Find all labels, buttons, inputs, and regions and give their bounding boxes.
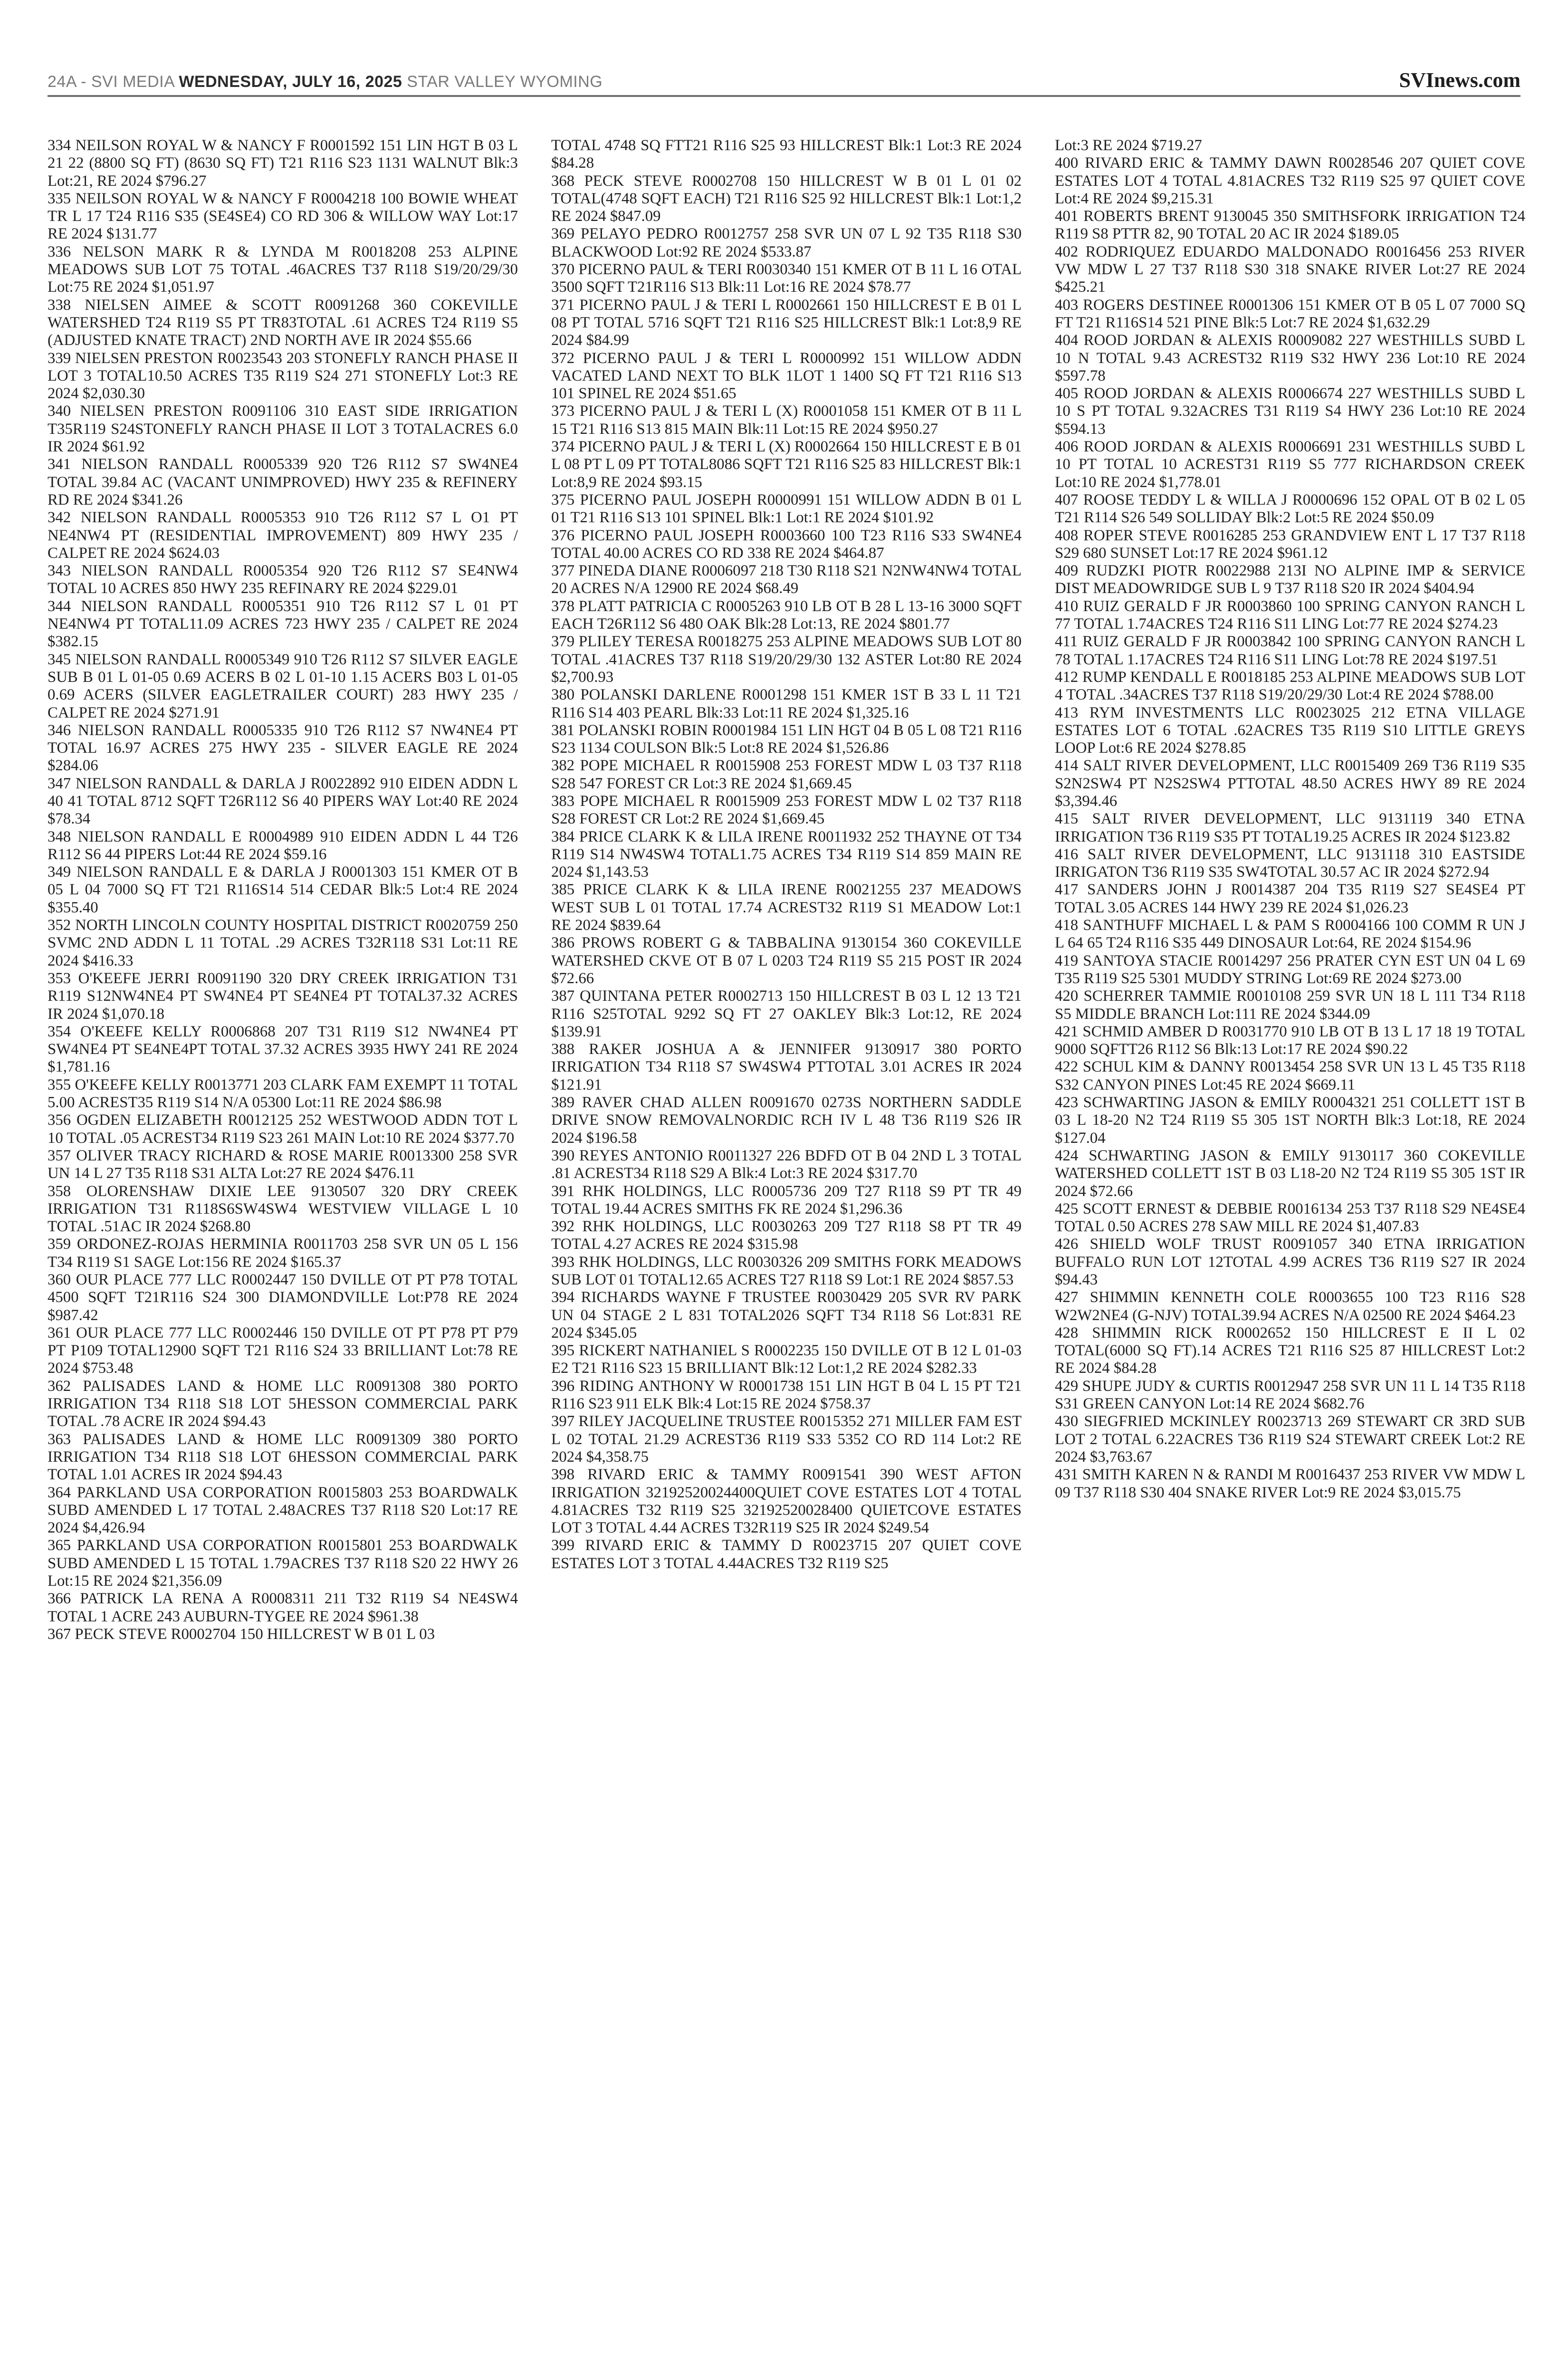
tax-entry: 409 RUDZKI PIOTR R0022988 213I NO ALPINE IMP & SERVICE DIST MEADOWRIDGE SUB L 9 T37 R118 S20 IR 2024 $404.94	[1055, 562, 1525, 597]
tax-entry: 356 OGDEN ELIZABETH R0012125 252 WESTWOOD ADDN TOT L 10 TOTAL .05 ACREST34 R119 S23 261 MAIN Lot:10 RE 2024 $377.70	[48, 1111, 518, 1147]
page-label: 24A - SVI MEDIA	[48, 73, 174, 91]
tax-entry: TOTAL 4748 SQ FTT21 R116 S25 93 HILLCREST Blk:1 Lot:3 RE 2024 $84.28	[551, 137, 1022, 172]
tax-entry: 404 ROOD JORDAN & ALEXIS R0009082 227 WESTHILLS SUBD L 10 N TOTAL 9.43 ACREST32 R119 S32 HWY 236 Lot:10 RE 2024 $597.78	[1055, 332, 1525, 384]
tax-entry: 410 RUIZ GERALD F JR R0003860 100 SPRING CANYON RANCH L 77 TOTAL 1.74ACRES T24 R116 S11 LING Lot:77 RE 2024 $274.23	[1055, 597, 1525, 633]
tax-entry: 423 SCHWARTING JASON & EMILY R0004321 251 COLLETT 1ST B 03 L 18-20 N2 T24 R119 S5 305 1ST NORTH Blk:3 Lot:18, RE 2024 $127.04	[1055, 1094, 1525, 1147]
tax-entry: 403 ROGERS DESTINEE R0001306 151 KMER OT B 05 L 07 7000 SQ FT T21 R116S14 521 PINE Blk:5 Lot:7 RE 2024 $1,632.29	[1055, 296, 1525, 331]
tax-entry: 394 RICHARDS WAYNE F TRUSTEE R0030429 205 SVR RV PARK UN 04 STAGE 2 L 831 TOTAL2026 SQFT T34 R118 S6 Lot:831 RE 2024 $345.05	[551, 1289, 1022, 1341]
tax-entry: 349 NIELSON RANDALL E & DARLA J R0001303 151 KMER OT B 05 L 04 7000 SQ FT T21 R116S14 514 CEDAR Blk:5 Lot:4 RE 2024 $355.40	[48, 863, 518, 916]
tax-entry: 405 ROOD JORDAN & ALEXIS R0006674 227 WESTHILLS SUBD L 10 S PT TOTAL 9.32ACRES T31 R119 S4 HWY 236 Lot:10 RE 2024 $594.13	[1055, 385, 1525, 438]
tax-entry: 380 POLANSKI DARLENE R0001298 151 KMER 1ST B 33 L 11 T21 R116 S14 403 PEARL Blk:33 Lot:11 RE 2024 $1,325.16	[551, 686, 1022, 721]
tax-entry: 373 PICERNO PAUL J & TERI L (X) R0001058 151 KMER OT B 11 L 15 T21 R116 S13 815 MAIN Blk:11 Lot:15 RE 2024 $950.27	[551, 402, 1022, 438]
tax-entry: Lot:3 RE 2024 $719.27	[1055, 137, 1202, 154]
tax-entry: 355 O'KEEFE KELLY R0013771 203 CLARK FAM EXEMPT 11 TOTAL 5.00 ACREST35 R119 S14 N/A 05300 Lot:11 RE 2024 $86.98	[48, 1076, 518, 1111]
tax-entry: 383 POPE MICHAEL R R0015909 253 FOREST MDW L 02 T37 R118 S28 FOREST CR Lot:2 RE 2024 $1,669.45	[551, 792, 1022, 828]
tax-entry: 390 REYES ANTONIO R0011327 226 BDFD OT B 04 2ND L 3 TOTAL .81 ACREST34 R118 S29 A Blk:4 Lot:3 RE 2024 $317.70	[551, 1147, 1022, 1182]
tax-entry: 348 NIELSON RANDALL E R0004989 910 EIDEN ADDN L 44 T26 R112 S6 44 PIPERS Lot:44 RE 2024 $59.16	[48, 828, 518, 863]
tax-entry: 421 SCHMID AMBER D R0031770 910 LB OT B 13 L 17 18 19 TOTAL 9000 SQFTT26 R112 S6 Blk:13 Lot:17 RE 2024 $90.22	[1055, 1023, 1525, 1058]
tax-entry: 388 RAKER JOSHUA A & JENNIFER 9130917 380 PORTO IRRIGATION T34 R118 S7 SW4SW4 PTTOTAL 3.01 ACRES IR 2024 $121.91	[551, 1041, 1022, 1093]
tax-entry: 335 NEILSON ROYAL W & NANCY F R0004218 100 BOWIE WHEAT TR L 17 T24 R116 S35 (SE4SE4) CO RD 306 & WILLOW WAY Lot:17 RE 2024 $131.77	[48, 190, 518, 243]
tax-entry: 365 PARKLAND USA CORPORATION R0015801 253 BOARDWALK SUBD AMENDED L 15 TOTAL 1.79ACRES T37 R118 S20 22 HWY 26 Lot:15 RE 2024 $21,356.09	[48, 1537, 518, 1590]
tax-entry: 343 NIELSON RANDALL R0005354 920 T26 R112 S7 SE4NW4 TOTAL 10 ACRES 850 HWY 235 REFINARY RE 2024 $229.01	[48, 562, 518, 597]
tax-entry: 364 PARKLAND USA CORPORATION R0015803 253 BOARDWALK SUBD AMENDED L 17 TOTAL 2.48ACRES T37 R118 S20 Lot:17 RE 2024 $4,426.94	[48, 1484, 518, 1537]
tax-entry: 415 SALT RIVER DEVELOPMENT, LLC 9131119 340 ETNA IRRIGATION T36 R119 S35 PT TOTAL19.25 ACRES IR 2024 $123.82	[1055, 810, 1525, 845]
tax-entry: 426 SHIELD WOLF TRUST R0091057 340 ETNA IRRIGATION BUFFALO RUN LOT 12TOTAL 4.99 ACRES T36 R119 S27 IR 2024 $94.43	[1055, 1236, 1525, 1288]
tax-entry: 408 ROPER STEVE R0016285 253 GRANDVIEW ENT L 17 T37 R118 S29 680 SUNSET Lot:17 RE 2024 $961.12	[1055, 527, 1525, 562]
tax-entry: 387 QUINTANA PETER R0002713 150 HILLCREST B 03 L 12 13 T21 R116 S25TOTAL 9292 SQ FT 27 OAKLEY Blk:3 Lot:12, RE 2024 $139.91	[551, 987, 1022, 1040]
tax-entry: 363 PALISADES LAND & HOME LLC R0091309 380 PORTO IRRIGATION T34 R118 S18 LOT 6HESSON COMMERCIAL PARK TOTAL 1.01 ACRES IR 2024 $94.43	[48, 1430, 518, 1484]
tax-entry: 401 ROBERTS BRENT 9130045 350 SMITHSFORK IRRIGATION T24 R119 S8 PTTR 82, 90 TOTAL 20 AC IR 2024 $189.05	[1055, 208, 1525, 243]
tax-entry: 360 OUR PLACE 777 LLC R0002447 150 DVILLE OT PT P78 TOTAL 4500 SQFT T21R116 S24 300 DIAMONDVILLE Lot:P78 RE 2024 $987.42	[48, 1271, 518, 1324]
tax-entry: 372 PICERNO PAUL J & TERI L R0000992 151 WILLOW ADDN VACATED LAND NEXT TO BLK 1LOT 1 1400 SQ FT T21 R116 S13 101 SPINEL RE 2024 $51.65	[551, 349, 1022, 402]
tax-entry: 418 SANTHUFF MICHAEL L & PAM S R0004166 100 COMM R UN J L 64 65 T24 R116 S35 449 DINOSAUR Lot:64, RE 2024 $154.96	[1055, 917, 1525, 952]
tax-entry: 367 PECK STEVE R0002704 150 HILLCREST W B 01 L 03	[48, 1625, 435, 1643]
tax-entry: 397 RILEY JACQUELINE TRUSTEE R0015352 271 MILLER FAM EST L 02 TOTAL 21.29 ACREST36 R119 S33 5352 CO RD 114 Lot:2 RE 2024 $4,358.75	[551, 1413, 1022, 1466]
tax-entry: 339 NIELSEN PRESTON R0023543 203 STONEFLY RANCH PHASE II LOT 3 TOTAL10.50 ACRES T35 R119 S24 271 STONEFLY Lot:3 RE 2024 $2,030.30	[48, 349, 518, 402]
tax-entry: 378 PLATT PATRICIA C R0005263 910 LB OT B 28 L 13-16 3000 SQFT EACH T26R112 S6 480 OAK Blk:28 Lot:13, RE 2024 $801.77	[551, 597, 1022, 633]
tax-entry: 430 SIEGFRIED MCKINLEY R0023713 269 STEWART CR 3RD SUB LOT 2 TOTAL 6.22ACRES T36 R119 S24 STEWART CREEK Lot:2 RE 2024 $3,763.67	[1055, 1413, 1525, 1466]
tax-entry: 411 RUIZ GERALD F JR R0003842 100 SPRING CANYON RANCH L 78 TOTAL 1.17ACRES T24 R116 S11 LING Lot:78 RE 2024 $197.51	[1055, 633, 1525, 668]
tax-entry: 424 SCHWARTING JASON & EMILY 9130117 360 COKEVILLE WATERSHED COLLETT 1ST B 03 L18-20 N2 T24 R119 S5 305 1ST IR 2024 $72.66	[1055, 1147, 1525, 1200]
tax-entry: 352 NORTH LINCOLN COUNTY HOSPITAL DISTRICT R0020759 250 SVMC 2ND ADDN L 11 TOTAL .29 ACRES T32R118 S31 Lot:11 RE 2024 $416.33	[48, 917, 518, 969]
tax-entry: 420 SCHERRER TAMMIE R0010108 259 SVR UN 18 L 111 T34 R118 S5 MIDDLE BRANCH Lot:111 RE 2024 $344.09	[1055, 987, 1525, 1023]
publication-date: WEDNESDAY, JULY 16, 2025	[179, 73, 402, 91]
tax-entry: 357 OLIVER TRACY RICHARD & ROSE MARIE R0013300 258 SVR UN 14 L 27 T35 R118 S31 ALTA Lot:27 RE 2024 $476.11	[48, 1147, 518, 1182]
tax-entry: 400 RIVARD ERIC & TAMMY DAWN R0028546 207 QUIET COVE ESTATES LOT 4 TOTAL 4.81ACRES T32 R119 S25 97 QUIET COVE Lot:4 RE 2024 $9,215.31	[1055, 154, 1525, 207]
tax-entry: 402 RODRIQUEZ EDUARDO MALDONADO R0016456 253 RIVER VW MDW L 27 T37 R118 S30 318 SNAKE RIVER Lot:27 RE 2024 $425.21	[1055, 243, 1525, 296]
tax-entry: 395 RICKERT NATHANIEL S R0002235 150 DVILLE OT B 12 L 01-03 E2 T21 R116 S23 15 BRILLIANT Blk:12 Lot:1,2 RE 2024 $282.33	[551, 1342, 1022, 1377]
tax-entry: 392 RHK HOLDINGS, LLC R0030263 209 T27 R118 S8 PT TR 49 TOTAL 4.27 ACRES RE 2024 $315.98	[551, 1218, 1022, 1253]
tax-entry: 379 PLILEY TERESA R0018275 253 ALPINE MEADOWS SUB LOT 80 TOTAL .41ACRES T37 R118 S19/20/29/30 132 ASTER Lot:80 RE 2024 $2,700.93	[551, 633, 1022, 686]
tax-entry: 422 SCHUL KIM & DANNY R0013454 258 SVR UN 13 L 45 T35 R118 S32 CANYON PINES Lot:45 RE 2024 $669.11	[1055, 1058, 1525, 1093]
tax-entry: 359 ORDONEZ-ROJAS HERMINIA R0011703 258 SVR UN 05 L 156 T34 R119 S1 SAGE Lot:156 RE 2024 $165.37	[48, 1236, 518, 1271]
tax-entry: 334 NEILSON ROYAL W & NANCY F R0001592 151 LIN HGT B 03 L 21 22 (8800 SQ FT) (8630 SQ FT) T21 R116 S23 1131 WALNUT Blk:3 Lot:21, RE 2024 $796.27	[48, 137, 518, 190]
tax-entry: 381 POLANSKI ROBIN R0001984 151 LIN HGT 04 B 05 L 08 T21 R116 S23 1134 COULSON Blk:5 Lot:8 RE 2024 $1,526.86	[551, 721, 1022, 757]
tax-entry: 368 PECK STEVE R0002708 150 HILLCREST W B 01 L 01 02 TOTAL(4748 SQFT EACH) T21 R116 S25 92 HILLCREST Blk:1 Lot:1,2 RE 2024 $847.09	[551, 172, 1022, 225]
column-3	[1055, 137, 1525, 2294]
tax-entry: 375 PICERNO PAUL JOSEPH R0000991 151 WILLOW ADDN B 01 L 01 T21 R116 S13 101 SPINEL Blk:1 Lot:1 RE 2024 $101.92	[551, 491, 1022, 527]
tax-entry: 431 SMITH KAREN N & RANDI M R0016437 253 RIVER VW MDW L 09 T37 R118 S30 404 SNAKE RIVER Lot:9 RE 2024 $3,015.75	[1055, 1466, 1525, 1501]
tax-entry: 340 NIELSEN PRESTON R0091106 310 EAST SIDE IRRIGATION T35R119 S24STONEFLY RANCH PHASE II LOT 3 TOTALACRES 6.0 IR 2024 $61.92	[48, 402, 518, 456]
tax-entry: 382 POPE MICHAEL R R0015908 253 FOREST MDW L 03 T37 R118 S28 547 FOREST CR Lot:3 RE 2024 $1,669.45	[551, 757, 1022, 792]
folio	[48, 73, 602, 91]
tax-entry: 362 PALISADES LAND & HOME LLC R0091308 380 PORTO IRRIGATION T34 R118 S18 LOT 5HESSON COMMERCIAL PARK TOTAL .78 ACRE IR 2024 $94.43	[48, 1377, 518, 1430]
tax-entry: 346 NIELSON RANDALL R0005335 910 T26 R112 S7 NW4NE4 PT TOTAL 16.97 ACRES 275 HWY 235 - SILVER EAGLE RE 2024 $284.06	[48, 721, 518, 775]
column-2	[551, 137, 1022, 2294]
tax-entry: 342 NIELSON RANDALL R0005353 910 T26 R112 S7 L O1 PT NE4NW4 PT (RESIDENTIAL IMPROVEMENT) 809 HWY 235 / CALPET RE 2024 $624.03	[48, 509, 518, 562]
tax-entry: 376 PICERNO PAUL JOSEPH R0003660 100 T23 R116 S33 SW4NE4 TOTAL 40.00 ACRES CO RD 338 RE 2024 $464.87	[551, 527, 1022, 562]
tax-entry: 406 ROOD JORDAN & ALEXIS R0006691 231 WESTHILLS SUBD L 10 PT TOTAL 10 ACREST31 R119 S5 777 RICHARDSON CREEK Lot:10 RE 2024 $1,778.01	[1055, 438, 1525, 491]
tax-entry: 358 OLORENSHAW DIXIE LEE 9130507 320 DRY CREEK IRRIGATION T31 R118S6SW4SW4 WESTVIEW VILLAGE L 10 TOTAL .51AC IR 2024 $268.80	[48, 1182, 518, 1236]
tax-entry: 391 RHK HOLDINGS, LLC R0005736 209 T27 R118 S9 PT TR 49 TOTAL 19.44 ACRES SMITHS FK RE 2024 $1,296.36	[551, 1182, 1022, 1217]
tax-entry: 428 SHIMMIN RICK R0002652 150 HILLCREST E II L 02 TOTAL(6000 SQ FT).14 ACRES T21 R116 S25 87 HILLCREST Lot:2 RE 2024 $84.28	[1055, 1324, 1525, 1377]
tax-entry: 344 NIELSON RANDALL R0005351 910 T26 R112 S7 L 01 PT NE4NW4 PT TOTAL11.09 ACRES 723 HWY 235 / CALPET RE 2024 $382.15	[48, 597, 518, 651]
tax-entry: 345 NIELSON RANDALL R0005349 910 T26 R112 S7 SILVER EAGLE SUB B 01 L 01-05 0.69 ACERS B 02 L 01-10 1.15 ACERS B03 L 01-05 0.69 ACERS (SILVER EAGLETRAILER COURT) 283 HWY 235 / CALPET RE 2024 $271.91	[48, 651, 518, 721]
tax-entry: 371 PICERNO PAUL J & TERI L R0002661 150 HILLCREST E B 01 L 08 PT TOTAL 5716 SQFT T21 R116 S25 HILLCREST Blk:1 Lot:8,9 RE 2024 $84.99	[551, 296, 1022, 349]
tax-entry: 425 SCOTT ERNEST & DEBBIE R0016134 253 T37 R118 S29 NE4SE4 TOTAL 0.50 ACRES 278 SAW MILL RE 2024 $1,407.83	[1055, 1200, 1525, 1236]
column-1	[48, 137, 518, 2294]
tax-entry: 353 O'KEEFE JERRI R0091190 320 DRY CREEK IRRIGATION T31 R119 S12NW4NE4 PT SW4NE4 PT SE4NE4 PT TOTAL37.32 ACRES IR 2024 $1,070.18	[48, 969, 518, 1023]
tax-entry: 361 OUR PLACE 777 LLC R0002446 150 DVILLE OT PT P78 PT P79 PT P109 TOTAL12900 SQFT T21 R116 S24 33 BRILLIANT Lot:78 RE 2024 $753.48	[48, 1324, 518, 1377]
tax-entry: 407 ROOSE TEDDY L & WILLA J R0000696 152 OPAL OT B 02 L 05 T21 R114 S26 549 SOLLIDAY Blk:2 Lot:5 RE 2024 $50.09	[1055, 491, 1525, 527]
tax-entry: 427 SHIMMIN KENNETH COLE R0003655 100 T23 R116 S28 W2W2NE4 (G-NJV) TOTAL39.94 ACRES N/A 02500 RE 2024 $464.23	[1055, 1289, 1525, 1324]
tax-entry: 347 NIELSON RANDALL & DARLA J R0022892 910 EIDEN ADDN L 40 41 TOTAL 8712 SQFT T26R112 S6 40 PIPERS WAY Lot:40 RE 2024 $78.34	[48, 775, 518, 828]
tax-entry: 413 RYM INVESTMENTS LLC R0023025 212 ETNA VILLAGE ESTATES LOT 6 TOTAL .62ACRES T35 R119 S10 LITTLE GREYS LOOP Lot:6 RE 2024 $278.85	[1055, 704, 1525, 757]
website: SVInews.com	[1399, 68, 1520, 92]
tax-entry: 396 RIDING ANTHONY W R0001738 151 LIN HGT B 04 L 15 PT T21 R116 S23 911 ELK Blk:4 Lot:15 RE 2024 $758.37	[551, 1377, 1022, 1413]
tax-entry: 384 PRICE CLARK K & LILA IRENE R0011932 252 THAYNE OT T34 R119 S14 NW4SW4 TOTAL1.75 ACRES T34 R119 S14 859 MAIN RE 2024 $1,143.53	[551, 828, 1022, 881]
tax-entry: 414 SALT RIVER DEVELOPMENT, LLC R0015409 269 T36 R119 S35 S2N2SW4 PT N2S2SW4 PTTOTAL 48.50 ACRES HWY 89 RE 2024 $3,394.46	[1055, 757, 1525, 810]
tax-entry: 389 RAVER CHAD ALLEN R0091670 0273S NORTHERN SADDLE DRIVE SNOW REMOVALNORDIC RCH IV L 48 T36 R119 S26 IR 2024 $196.58	[551, 1094, 1022, 1147]
tax-entry: 385 PRICE CLARK K & LILA IRENE R0021255 237 MEADOWS WEST SUB L 01 TOTAL 17.74 ACREST32 R119 S1 MEADOW Lot:1 RE 2024 $839.64	[551, 881, 1022, 934]
tax-entry: 374 PICERNO PAUL J & TERI L (X) R0002664 150 HILLCREST E B 01 L 08 PT L 09 PT TOTAL8086 SQFT T21 R116 S25 83 HILLCREST Blk:1 Lot:8,9 RE 2024 $93.15	[551, 438, 1022, 491]
tax-entry: 366 PATRICK LA RENA A R0008311 211 T32 R119 S4 NE4SW4 TOTAL 1 ACRE 243 AUBURN-TYGEE RE 2024 $961.38	[48, 1590, 518, 1625]
tax-entry: 369 PELAYO PEDRO R0012757 258 SVR UN 07 L 92 T35 R118 S30 BLACKWOOD Lot:92 RE 2024 $533.87	[551, 225, 1022, 260]
tax-entry: 398 RIVARD ERIC & TAMMY R0091541 390 WEST AFTON IRRIGATION 32192520024400QUIET COVE ESTATES LOT 4 TOTAL 4.81ACRES T32 R119 S25 32192520028400 QUIETCOVE ESTATES LOT 3 TOTAL 4.44 ACRES T32R119 S25 IR 2024 $249.54	[551, 1466, 1022, 1537]
publication-region: STAR VALLEY WYOMING	[407, 73, 603, 91]
tax-entry: 412 RUMP KENDALL E R0018185 253 ALPINE MEADOWS SUB LOT 4 TOTAL .34ACRES T37 R118 S19/20/29/30 Lot:4 RE 2024 $788.00	[1055, 668, 1525, 704]
tax-entry: 338 NIELSEN AIMEE & SCOTT R0091268 360 COKEVILLE WATERSHED T24 R119 S5 PT TR83TOTAL .61 ACRES T24 R119 S5 (ADJUSTED KNATE TRACT) 2ND NORTH AVE IR 2024 $55.66	[48, 296, 518, 349]
tax-entry: 377 PINEDA DIANE R0006097 218 T30 R118 S21 N2NW4NW4 TOTAL 20 ACRES N/A 12900 RE 2024 $68.49	[551, 562, 1022, 597]
legal-notice-columns	[48, 137, 1525, 2294]
tax-entry: 417 SANDERS JOHN J R0014387 204 T35 R119 S27 SE4SE4 PT TOTAL 3.05 ACRES 144 HWY 239 RE 2024 $1,026.23	[1055, 881, 1525, 916]
tax-entry: 429 SHUPE JUDY & CURTIS R0012947 258 SVR UN 11 L 14 T35 R118 S31 GREEN CANYON Lot:14 RE 2024 $682.76	[1055, 1377, 1525, 1413]
tax-entry: 416 SALT RIVER DEVELOPMENT, LLC 9131118 310 EASTSIDE IRRIGATON T36 R119 S35 SW4TOTAL 30.57 AC IR 2024 $272.94	[1055, 845, 1525, 881]
tax-entry: 393 RHK HOLDINGS, LLC R0030326 209 SMITHS FORK MEADOWS SUB LOT 01 TOTAL12.65 ACRES T27 R118 S9 Lot:1 RE 2024 $857.53	[551, 1253, 1022, 1288]
tax-entry: 370 PICERNO PAUL & TERI R0030340 151 KMER OT B 11 L 16 OTAL 3500 SQFT T21R116 S13 Blk:11 Lot:16 RE 2024 $78.77	[551, 261, 1022, 296]
tax-entry: 419 SANTOYA STACIE R0014297 256 PRATER CYN EST UN 04 L 69 T35 R119 S25 5301 MUDDY STRING Lot:69 RE 2024 $273.00	[1055, 952, 1525, 987]
tax-entry: 341 NIELSON RANDALL R0005339 920 T26 R112 S7 SW4NE4 TOTAL 39.84 AC (VACANT UNIMPROVED) HWY 235 & REFINERY RD RE 2024 $341.26	[48, 456, 518, 508]
tax-entry: 386 PROWS ROBERT G & TABBALINA 9130154 360 COKEVILLE WATERSHED CKVE OT B 07 L 0203 T24 R119 S5 215 POST IR 2024 $72.66	[551, 934, 1022, 987]
page-header	[48, 67, 1520, 97]
tax-entry: 399 RIVARD ERIC & TAMMY D R0023715 207 QUIET COVE ESTATES LOT 3 TOTAL 4.44ACRES T32 R119 S25	[551, 1537, 1022, 1572]
tax-entry: 354 O'KEEFE KELLY R0006868 207 T31 R119 S12 NW4NE4 PT SW4NE4 PT SE4NE4PT TOTAL 37.32 ACRES 3935 HWY 241 RE 2024 $1,781.16	[48, 1023, 518, 1076]
tax-entry: 336 NELSON MARK R & LYNDA M R0018208 253 ALPINE MEADOWS SUB LOT 75 TOTAL .46ACRES T37 R118 S19/20/29/30 Lot:75 RE 2024 $1,051.97	[48, 243, 518, 296]
